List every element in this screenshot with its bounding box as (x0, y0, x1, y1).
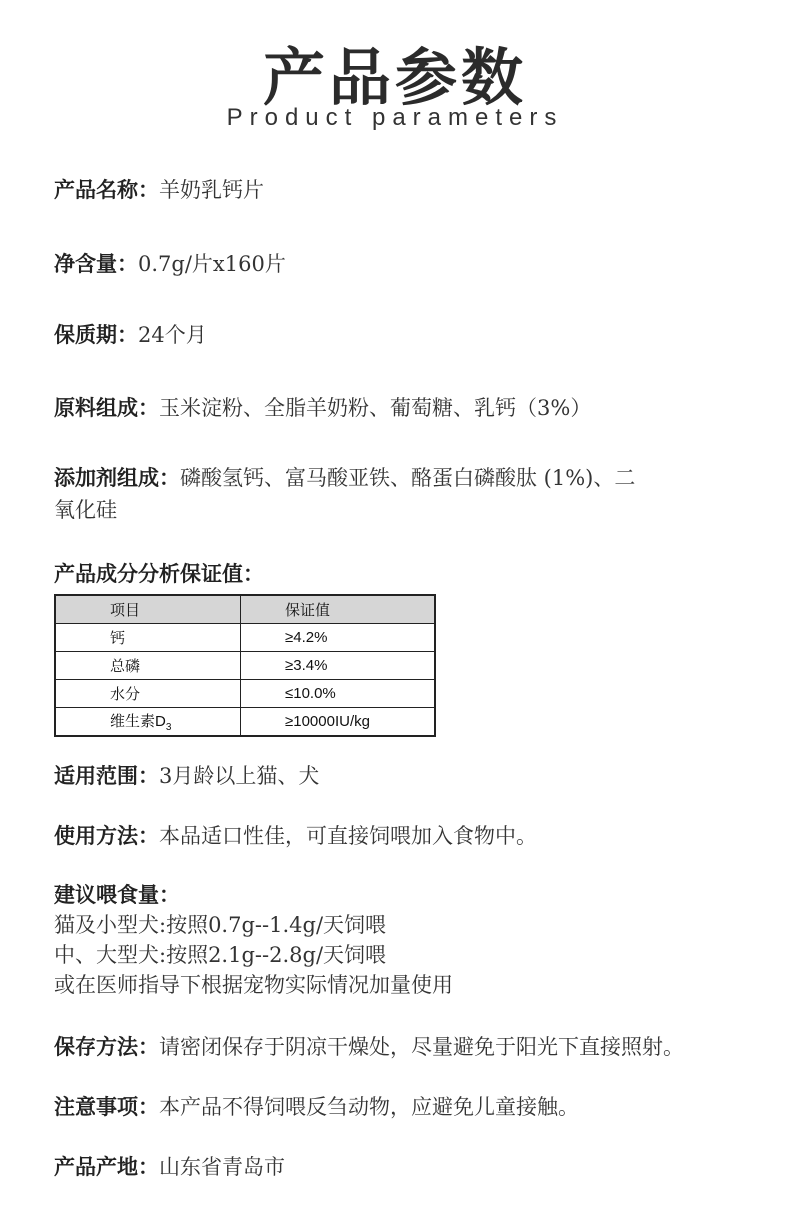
table-header-row (55, 595, 435, 624)
notes-row (54, 1091, 774, 1123)
table-cell-item: 水分 (55, 680, 241, 708)
table-cell-item (55, 708, 241, 737)
shelf-life-row (54, 319, 774, 351)
table-row (55, 652, 435, 680)
vitamin-d-subscript: 3 (165, 722, 172, 733)
origin-row (54, 1151, 774, 1183)
net-content-label: 净含量： (54, 252, 138, 276)
notes-label: 注意事项： (54, 1095, 159, 1119)
ingredients-label: 原料组成： (54, 396, 159, 420)
table-row (55, 680, 435, 708)
additives-row (54, 462, 774, 526)
shelf-life-label: 保质期： (54, 323, 138, 347)
analysis-heading-row (54, 558, 774, 590)
table-cell-value: ≥4.2% (241, 624, 436, 652)
table-header-value: 保证值 (241, 595, 436, 624)
storage-value: 请密闭保存于阴凉干燥处，尽量避免于阳光下直接照射。 (159, 1035, 684, 1059)
page-subtitle: Product parameters (226, 104, 564, 131)
net-content-value: 0.7g/片x160片 (138, 252, 286, 276)
additives-value-cont: 氧化硅 (54, 498, 117, 522)
feeding-line-small: 猫及小型犬:按照0.7g--1.4g/天饲喂 (54, 913, 387, 937)
feeding-line-large: 中、大型犬:按照2.1g--2.8g/天饲喂 (54, 943, 387, 967)
additives-label: 添加剂组成： (54, 466, 180, 490)
ingredients-row (54, 392, 774, 424)
product-name-row (54, 174, 774, 206)
storage-row (54, 1031, 774, 1063)
scope-value: 3月龄以上猫、犬 (159, 764, 320, 788)
usage-label: 使用方法： (54, 824, 159, 848)
feeding-label: 建议喂食量： (54, 883, 180, 907)
origin-value: 山东省青岛市 (159, 1155, 285, 1179)
table-header-item: 项目 (55, 595, 241, 624)
table-cell-value: ≤10.0% (241, 680, 436, 708)
analysis-table (54, 594, 436, 737)
usage-row (54, 820, 774, 852)
table-cell-value: ≥10000IU/kg (241, 708, 436, 737)
table-row (55, 708, 435, 737)
usage-value: 本品适口性佳，可直接饲喂加入食物中。 (159, 824, 537, 848)
notes-value: 本产品不得饲喂反刍动物，应避免儿童接触。 (159, 1095, 579, 1119)
ingredients-value: 玉米淀粉、全脂羊奶粉、葡萄糖、乳钙（3%） (159, 396, 592, 420)
additives-value: 磷酸氢钙、富马酸亚铁、酪蛋白磷酸肽 (1%)、二 (180, 466, 636, 490)
net-content-row (54, 248, 774, 280)
analysis-heading: 产品成分分析保证值： (54, 562, 264, 586)
product-name-label: 产品名称： (54, 178, 159, 202)
table-cell-value: ≥3.4% (241, 652, 436, 680)
origin-label: 产品产地： (54, 1155, 159, 1179)
vitamin-d-label: 维生素D (110, 713, 166, 730)
feeding-line-vet: 或在医师指导下根据宠物实际情况加量使用 (54, 973, 453, 997)
scope-row (54, 760, 774, 792)
table-cell-item: 总磷 (55, 652, 241, 680)
storage-label: 保存方法： (54, 1035, 159, 1059)
product-name-value: 羊奶乳钙片 (159, 178, 264, 202)
table-cell-item: 钙 (55, 624, 241, 652)
shelf-life-value: 24个月 (138, 323, 207, 347)
page-title: 产品参数 (262, 41, 527, 114)
scope-label: 适用范围： (54, 764, 159, 788)
feeding-block (54, 880, 774, 1000)
table-row (55, 624, 435, 652)
